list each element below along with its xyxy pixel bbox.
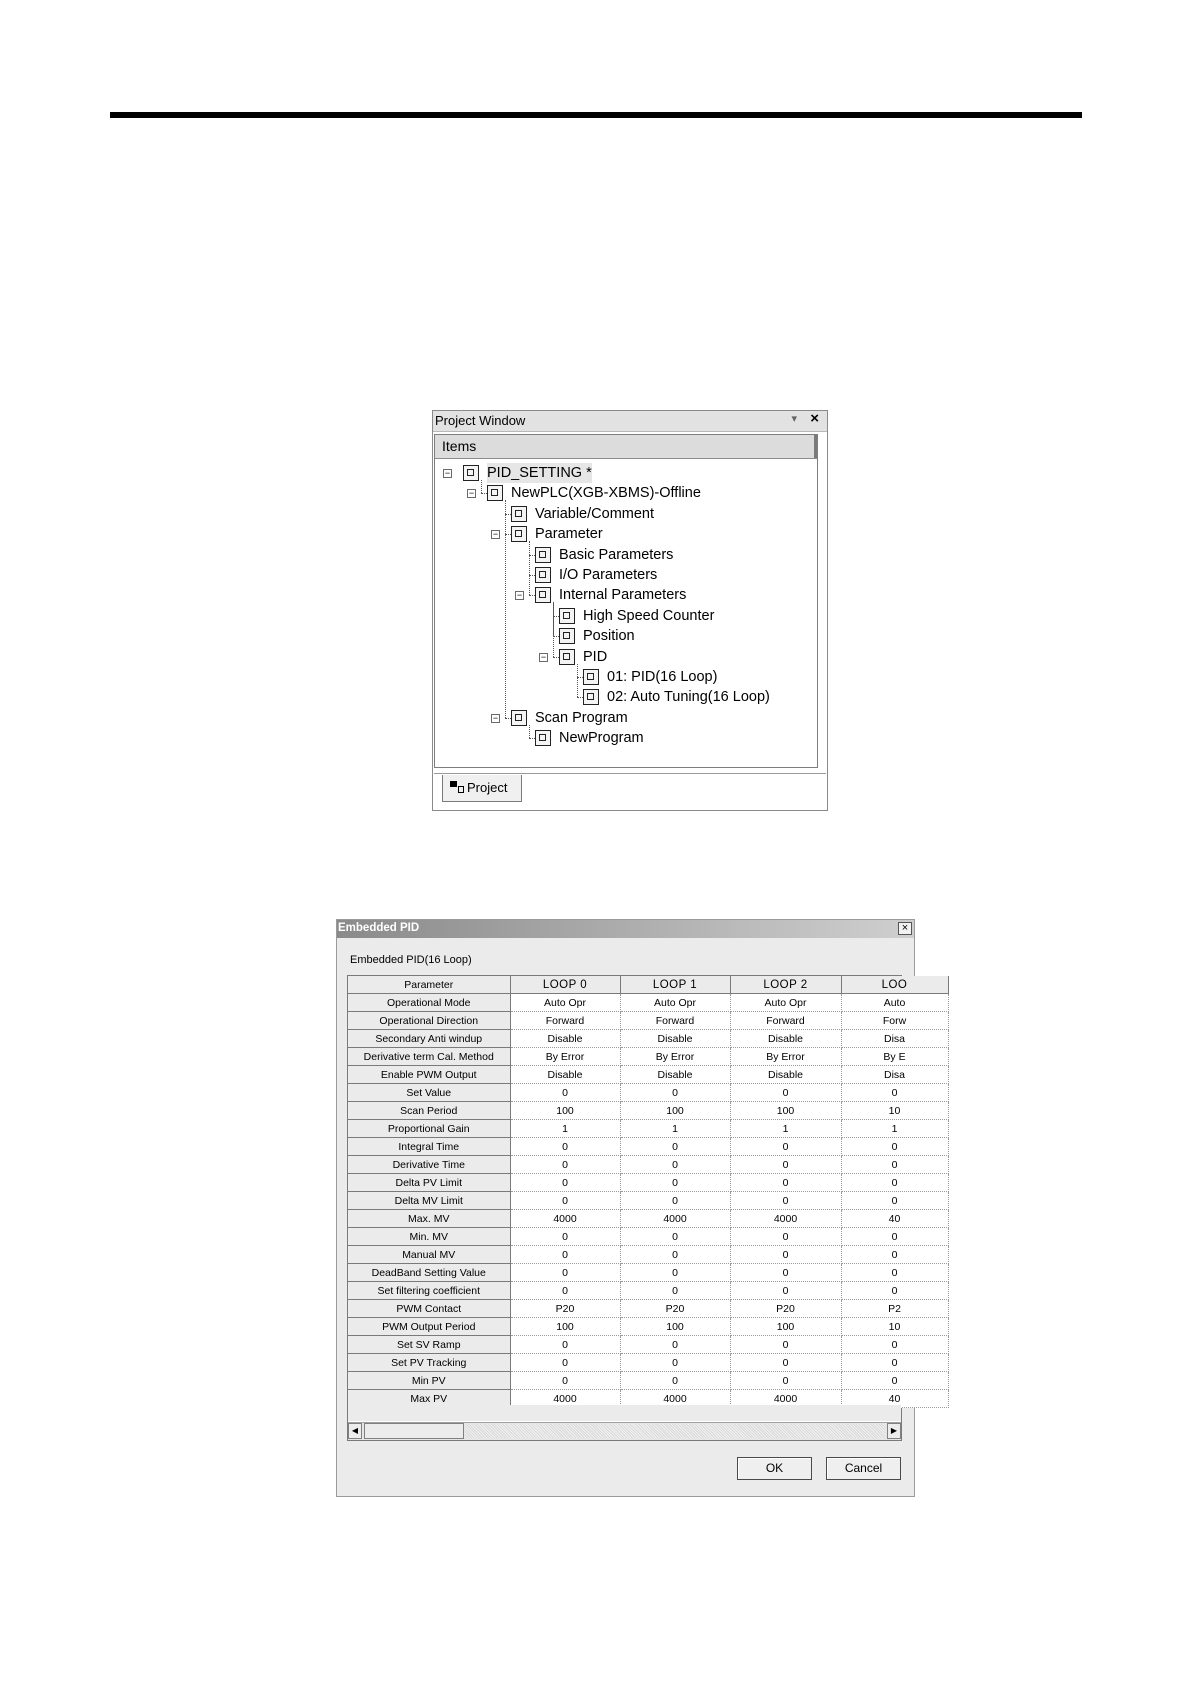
scrollbar-track[interactable]: [465, 1424, 885, 1438]
parameter-value-cell[interactable]: 0: [620, 1282, 730, 1300]
parameter-value-cell[interactable]: 0: [730, 1192, 841, 1210]
parameter-value-cell[interactable]: Auto: [841, 994, 948, 1012]
parameter-value-cell[interactable]: 0: [620, 1138, 730, 1156]
tree-connector: [553, 602, 554, 656]
parameter-value-cell[interactable]: 0: [620, 1156, 730, 1174]
parameter-value-cell[interactable]: 0: [510, 1138, 620, 1156]
scroll-left-arrow-icon[interactable]: ◀: [348, 1423, 362, 1439]
parameter-value-cell[interactable]: 100: [730, 1102, 841, 1120]
parameter-block-icon: [559, 628, 575, 644]
parameter-value-cell[interactable]: 0: [730, 1336, 841, 1354]
parameter-value-cell[interactable]: 0: [841, 1372, 948, 1390]
tree-connector: [481, 480, 482, 493]
table-row: [348, 1066, 948, 1084]
parameter-value-cell[interactable]: 0: [730, 1174, 841, 1192]
parameter-value-cell[interactable]: 0: [730, 1282, 841, 1300]
parameter-value-cell[interactable]: 0: [510, 1246, 620, 1264]
table-row: [348, 1048, 948, 1066]
tree-item-label: PID_SETTING *: [487, 465, 592, 481]
parameter-value-cell[interactable]: Forward: [730, 1012, 841, 1030]
parameter-value-cell[interactable]: 10: [841, 1102, 948, 1120]
tree-item-label: Scan Program: [535, 709, 628, 726]
loop-column-header: LOO: [841, 976, 948, 994]
parameter-block-icon: [535, 587, 551, 603]
tree-connector: [505, 500, 506, 717]
collapse-toggle-icon[interactable]: −: [468, 488, 475, 499]
close-icon[interactable]: ×: [810, 410, 819, 427]
parameter-value-cell[interactable]: 100: [730, 1318, 841, 1336]
parameter-value-cell[interactable]: 4000: [510, 1210, 620, 1228]
table-row: [348, 1336, 948, 1354]
parameter-value-cell[interactable]: Forward: [620, 1012, 730, 1030]
parameter-value-cell[interactable]: 1: [620, 1120, 730, 1138]
pid-parameter-table: [348, 976, 949, 1408]
parameter-block-icon: [535, 547, 551, 563]
parameter-value-cell[interactable]: Disa: [841, 1066, 948, 1084]
parameter-value-cell[interactable]: 0: [620, 1336, 730, 1354]
parameter-value-cell[interactable]: 0: [841, 1174, 948, 1192]
parameter-name-cell: Proportional Gain: [348, 1120, 510, 1138]
tree-item-label: PID: [583, 648, 608, 665]
grid-empty-area: [348, 1405, 901, 1421]
parameter-value-cell[interactable]: 0: [510, 1156, 620, 1174]
table-row: [348, 1354, 948, 1372]
parameter-value-cell[interactable]: 100: [620, 1318, 730, 1336]
parameter-value-cell[interactable]: 4000: [620, 1390, 730, 1408]
table-row: [348, 1102, 948, 1120]
parameter-name-cell: Operational Direction: [348, 1012, 510, 1030]
parameter-value-cell[interactable]: 0: [841, 1138, 948, 1156]
table-row: [348, 1030, 948, 1048]
pin-dropdown-icon[interactable]: ▾: [791, 413, 797, 425]
loop-column-header: LOOP 1: [620, 976, 730, 994]
table-row: [348, 1012, 948, 1030]
tree-item-label: Variable/Comment: [535, 505, 655, 522]
items-column-header[interactable]: [435, 435, 817, 459]
loop-column-header: LOOP 2: [730, 976, 841, 994]
column-resize-handle[interactable]: [814, 435, 817, 458]
scan-program-icon: [511, 710, 527, 726]
parameter-value-cell[interactable]: P20: [730, 1300, 841, 1318]
parameter-value-cell[interactable]: 0: [730, 1156, 841, 1174]
parameter-value-cell[interactable]: 1: [510, 1120, 620, 1138]
parameter-value-cell[interactable]: 0: [730, 1246, 841, 1264]
parameter-value-cell[interactable]: Disa: [841, 1030, 948, 1048]
dialog-caption: Embedded PID(16 Loop): [350, 954, 472, 966]
pid-parameter-grid: [347, 975, 908, 1441]
parameter-name-cell: Operational Mode: [348, 994, 510, 1012]
parameter-value-cell[interactable]: P20: [620, 1300, 730, 1318]
variable-comment-icon: [511, 506, 527, 522]
parameter-value-cell[interactable]: 0: [620, 1192, 730, 1210]
parameter-name-cell: Derivative Time: [348, 1156, 510, 1174]
embedded-pid-dialog: [336, 919, 915, 1497]
tree-item-label: NewPLC(XGB-XBMS)-Offline: [511, 485, 701, 502]
parameter-name-cell: Set SV Ramp: [348, 1336, 510, 1354]
dialog-close-icon[interactable]: ×: [898, 922, 912, 935]
parameter-name-cell: PWM Output Period: [348, 1318, 510, 1336]
parameter-value-cell[interactable]: By Error: [510, 1048, 620, 1066]
tree-item-label: I/O Parameters: [559, 567, 658, 583]
parameter-value-cell[interactable]: 0: [841, 1354, 948, 1372]
parameter-value-cell[interactable]: By Error: [730, 1048, 841, 1066]
parameter-value-cell[interactable]: Auto Opr: [730, 994, 841, 1012]
parameter-name-cell: Min. MV: [348, 1228, 510, 1246]
parameter-name-cell: Derivative term Cal. Method: [348, 1048, 510, 1066]
parameter-value-cell[interactable]: 0: [730, 1138, 841, 1156]
parameter-block-icon: [559, 649, 575, 665]
cancel-button[interactable]: Cancel: [826, 1457, 901, 1480]
items-header-label: Items: [442, 438, 477, 454]
parameter-name-cell: Max PV: [348, 1390, 510, 1408]
parameter-name-cell: DeadBand Setting Value: [348, 1264, 510, 1282]
parameter-name-cell: PWM Contact: [348, 1300, 510, 1318]
parameter-value-cell[interactable]: 10: [841, 1318, 948, 1336]
parameter-value-cell[interactable]: 0: [620, 1246, 730, 1264]
parameter-value-cell[interactable]: Disable: [620, 1066, 730, 1084]
parameter-value-cell[interactable]: 0: [841, 1156, 948, 1174]
parameter-value-cell[interactable]: 0: [841, 1228, 948, 1246]
table-header-row: [348, 976, 948, 994]
loop-column-header: LOOP 0: [510, 976, 620, 994]
parameter-value-cell[interactable]: 100: [510, 1318, 620, 1336]
table-row: [348, 1300, 948, 1318]
parameter-value-cell[interactable]: 0: [510, 1264, 620, 1282]
parameter-value-cell[interactable]: P20: [510, 1300, 620, 1318]
parameter-name-cell: Set Value: [348, 1084, 510, 1102]
project-tab-icon: [450, 781, 464, 793]
parameter-value-cell[interactable]: 0: [510, 1192, 620, 1210]
table-row: [348, 1228, 948, 1246]
parameter-value-cell[interactable]: Auto Opr: [510, 994, 620, 1012]
parameter-value-cell[interactable]: 0: [510, 1354, 620, 1372]
parameter-value-cell[interactable]: Auto Opr: [620, 994, 730, 1012]
parameter-value-cell[interactable]: Disable: [730, 1066, 841, 1084]
tree-item-label: Internal Parameters: [559, 587, 687, 604]
table-row: [348, 1318, 948, 1336]
parameter-value-cell[interactable]: Forward: [510, 1012, 620, 1030]
tab-project[interactable]: [442, 775, 522, 802]
parameter-value-cell[interactable]: 0: [510, 1282, 620, 1300]
parameter-value-cell[interactable]: 0: [730, 1354, 841, 1372]
parameter-value-cell[interactable]: 0: [841, 1264, 948, 1282]
table-row: [348, 1282, 948, 1300]
parameter-value-cell[interactable]: 4000: [620, 1210, 730, 1228]
parameter-value-cell[interactable]: 40: [841, 1210, 948, 1228]
parameter-value-cell[interactable]: 4000: [510, 1390, 620, 1408]
program-icon: [535, 730, 551, 746]
parameter-value-cell[interactable]: 0: [841, 1246, 948, 1264]
parameter-value-cell[interactable]: Disable: [510, 1066, 620, 1084]
tree-item-label: 01: PID(16 Loop): [607, 669, 718, 685]
parameter-value-cell[interactable]: 0: [730, 1372, 841, 1390]
parameter-value-cell[interactable]: Disable: [510, 1030, 620, 1048]
parameter-value-cell[interactable]: 0: [510, 1372, 620, 1390]
parameter-name-cell: Manual MV: [348, 1246, 510, 1264]
parameter-value-cell[interactable]: Disable: [730, 1030, 841, 1048]
parameter-name-cell: Scan Period: [348, 1102, 510, 1120]
parameter-value-cell[interactable]: 0: [841, 1084, 948, 1102]
parameter-value-cell[interactable]: 0: [620, 1372, 730, 1390]
plc-icon: [487, 485, 503, 501]
parameter-name-cell: Secondary Anti windup: [348, 1030, 510, 1048]
dialog-titlebar: [337, 920, 914, 938]
project-window-titlebar: [433, 411, 827, 432]
parameter-name-cell: Set PV Tracking: [348, 1354, 510, 1372]
collapse-toggle-icon[interactable]: −: [516, 590, 523, 601]
collapse-toggle-icon[interactable]: −: [444, 468, 451, 478]
parameter-name-cell: Max. MV: [348, 1210, 510, 1228]
parameter-value-cell[interactable]: 0: [620, 1084, 730, 1102]
parameter-value-cell[interactable]: 0: [730, 1084, 841, 1102]
tree-connector: [577, 664, 578, 698]
tree-item-label: High Speed Counter: [583, 607, 715, 624]
parameter-value-cell[interactable]: 0: [510, 1084, 620, 1102]
scroll-right-arrow-icon[interactable]: ▶: [887, 1423, 901, 1439]
parameter-value-cell[interactable]: 1: [730, 1120, 841, 1138]
project-tree-panel: [434, 434, 818, 768]
parameter-name-cell: Set filtering coefficient: [348, 1282, 510, 1300]
parameter-value-cell[interactable]: Disable: [620, 1030, 730, 1048]
parameter-block-icon: [583, 689, 599, 705]
parameter-value-cell[interactable]: 4000: [730, 1210, 841, 1228]
parameter-value-cell[interactable]: 0: [510, 1174, 620, 1192]
table-row: [348, 1210, 948, 1228]
project-icon: [463, 465, 479, 481]
parameter-value-cell[interactable]: 100: [620, 1102, 730, 1120]
parameter-name-cell: Integral Time: [348, 1138, 510, 1156]
table-row: [348, 1084, 948, 1102]
page-top-rule: [110, 112, 1082, 118]
project-window-title: Project Window: [435, 413, 526, 428]
parameter-value-cell[interactable]: By Error: [620, 1048, 730, 1066]
parameter-value-cell[interactable]: 0: [620, 1174, 730, 1192]
dialog-title: Embedded PID: [338, 922, 420, 934]
table-row: [348, 1246, 948, 1264]
tab-project-label: Project: [467, 780, 508, 795]
parameter-value-cell[interactable]: P2: [841, 1300, 948, 1318]
parameter-name-cell: Delta PV Limit: [348, 1174, 510, 1192]
parameter-value-cell[interactable]: 0: [841, 1336, 948, 1354]
parameter-value-cell[interactable]: 1: [841, 1120, 948, 1138]
parameter-value-cell[interactable]: 40: [841, 1390, 948, 1408]
parameter-value-cell[interactable]: By E: [841, 1048, 948, 1066]
collapse-toggle-icon[interactable]: −: [492, 712, 499, 723]
ok-button[interactable]: OK: [737, 1457, 812, 1480]
parameter-block-icon: [535, 567, 551, 583]
parameter-value-cell[interactable]: 0: [510, 1228, 620, 1246]
parameter-value-cell[interactable]: 0: [620, 1228, 730, 1246]
tree-item-label: Parameter: [535, 526, 603, 543]
parameter-value-cell[interactable]: Forw: [841, 1012, 948, 1030]
parameter-column-header: Parameter: [348, 976, 510, 994]
tree-item-label: NewProgram: [559, 730, 644, 747]
table-row: [348, 994, 948, 1012]
parameter-value-cell[interactable]: 0: [730, 1228, 841, 1246]
table-row: [348, 1372, 948, 1390]
parameter-value-cell[interactable]: 0: [841, 1192, 948, 1210]
tree-connector: [529, 541, 530, 595]
tree-item-label: Basic Parameters: [559, 546, 674, 563]
table-row: [348, 1156, 948, 1174]
table-row: [348, 1174, 948, 1192]
parameter-block-icon: [559, 608, 575, 624]
parameter-value-cell[interactable]: 0: [620, 1354, 730, 1372]
parameter-value-cell[interactable]: 0: [841, 1282, 948, 1300]
parameter-value-cell[interactable]: 0: [620, 1264, 730, 1282]
tree-connector: [529, 725, 530, 738]
parameter-name-cell: Min PV: [348, 1372, 510, 1390]
table-row: [348, 1264, 948, 1282]
horizontal-scrollbar[interactable]: [348, 1422, 901, 1440]
table-row: [348, 1192, 948, 1210]
tree-item-label: 02: Auto Tuning(16 Loop): [607, 689, 770, 706]
parameter-value-cell[interactable]: 4000: [730, 1390, 841, 1408]
parameter-value-cell[interactable]: 100: [510, 1102, 620, 1120]
table-row: [348, 1138, 948, 1156]
collapse-toggle-icon[interactable]: −: [540, 651, 547, 662]
parameter-icon: [511, 526, 527, 542]
parameter-name-cell: Delta MV Limit: [348, 1192, 510, 1210]
tree-item-label: Position: [583, 628, 635, 645]
parameter-value-cell[interactable]: 0: [730, 1264, 841, 1282]
project-window: [432, 410, 828, 811]
scrollbar-thumb[interactable]: [364, 1423, 464, 1439]
parameter-name-cell: Enable PWM Output: [348, 1066, 510, 1084]
collapse-toggle-icon[interactable]: −: [492, 529, 499, 540]
project-window-tabstrip: [434, 773, 826, 804]
parameter-block-icon: [583, 669, 599, 685]
parameter-value-cell[interactable]: 0: [510, 1336, 620, 1354]
table-row: [348, 1120, 948, 1138]
